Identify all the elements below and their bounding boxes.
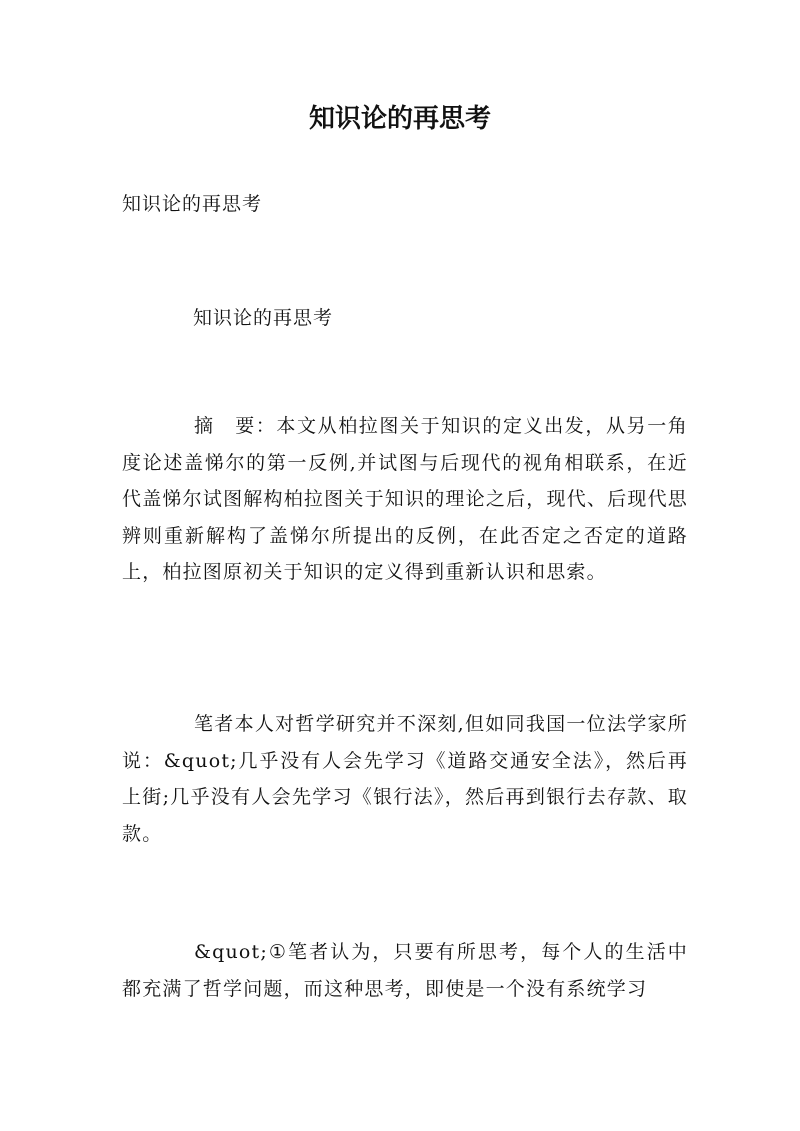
document-title: 知识论的再思考: [308, 104, 491, 134]
document-subtitle: 知识论的再思考: [122, 193, 263, 215]
body-paragraph: 笔者本人对哲学研究并不深刻,但如同我国一位法学家所说：&quot;几乎没有人会先学习《道路交通安全法》，然后再上街;几乎没有人会先学习《银行法》，然后再到银行去存款、取款。: [122, 713, 688, 845]
abstract-paragraph: 摘 要：本文从柏拉图关于知识的定义出发，从另一角度论述盖悌尔的第一反例,并试图与后现代的视角相联系，在近代盖悌尔试图解构柏拉图关于知识的理论之后，现代、后现代思辨则重新解构了盖悌尔所提出的反例，在此否定之否定的道路上，柏拉图原初关于知识的定义得到重新认识和思索。: [122, 415, 688, 583]
body-paragraph: &quot;①笔者认为，只要有所思考，每个人的生活中都充满了哲学问题，而这种思考，即使是一个没有系统学习: [122, 941, 688, 1000]
section-heading: 知识论的再思考: [193, 307, 334, 329]
